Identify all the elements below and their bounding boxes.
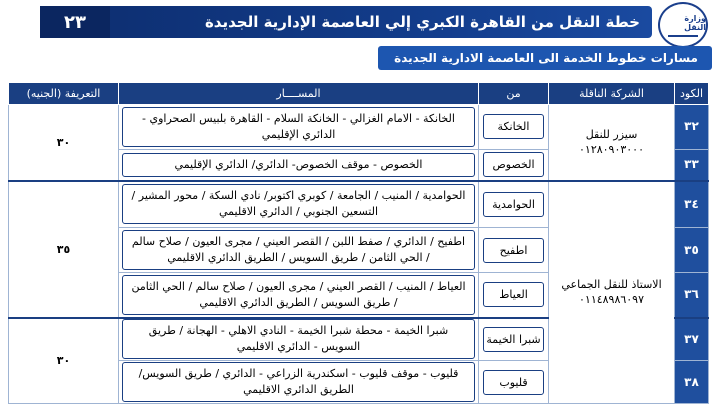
company-cell: [549, 105, 675, 181]
company-name: الاستاذ للنقل الجماعي: [561, 278, 662, 292]
from-label: اطفيح: [483, 238, 544, 263]
route-code: ٣٧: [675, 318, 709, 361]
company-cell: [549, 181, 675, 404]
page-number: ٢٣: [40, 6, 110, 38]
from-cell: [479, 181, 549, 228]
route-cell: [119, 181, 479, 228]
from-label: قليوب: [483, 370, 544, 395]
route-text: الخانكة - الامام الغزالي - الخانكة السلام - القاهرة بلبيس الصحراوي - الدائري الإقليمي: [122, 107, 475, 147]
col-header-route: المســــار: [119, 83, 479, 105]
fare-cell: ٣٠: [9, 105, 119, 181]
col-header-company: الشركة الناقلة: [549, 83, 675, 105]
logo-text: وزارة النقل: [684, 13, 706, 32]
route-cell: [119, 318, 479, 361]
from-cell: [479, 361, 549, 404]
route-cell: [119, 361, 479, 404]
route-cell: [119, 273, 479, 318]
route-text: شبرا الخيمة - محطة شبرا الخيمة - النادي الاهلي - الهجانة / طريق السويس - الدائري الاقليمي: [122, 319, 475, 359]
table-header-row: [9, 83, 709, 105]
route-code: ٣٨: [675, 361, 709, 404]
route-text: الحوامدية / المنيب / الجامعة / كوبري اكتوبر/ نادي السكة / محور المشير / التسعين الجنوبي / الدائري الاقليمي: [122, 184, 475, 224]
from-cell: [479, 273, 549, 318]
route-cell: [119, 105, 479, 150]
table-row: [9, 105, 709, 150]
route-text: الخصوص - موقف الخصوص- الدائري/ الدائري الإقليمي: [122, 153, 475, 177]
route-text: اطفيح / الدائري / صفط اللبن / القصر العيني / مجرى العيون / صلاح سالم / الحي الثامن / طريق السويس / الطريق الدائري الاقليمي: [122, 230, 475, 270]
route-text: قليوب - موقف قليوب - اسكندرية الزراعي - الدائري / طريق السويس/ الطريق الدائري الاقليمي: [122, 362, 475, 402]
route-cell: [119, 228, 479, 273]
from-label: الحوامدية: [483, 192, 544, 217]
fare-cell: ٣٠: [9, 318, 119, 404]
col-header-code: الكود: [675, 83, 709, 105]
logo-line: [668, 35, 698, 37]
col-header-from: من: [479, 83, 549, 105]
from-label: الخصوص: [483, 152, 544, 177]
routes-table: [8, 82, 709, 404]
from-cell: [479, 318, 549, 361]
company-phone: ٠١٢٨٠٩٠٣٠٠٠: [579, 143, 644, 157]
from-label: العياط: [483, 282, 544, 307]
route-text: العياط / المنيب / القصر العيني / مجرى العيون / صلاح سالم / الحي الثامن / طريق السويس / الطريق الدائري الاقليمي: [122, 275, 475, 315]
from-label: شبرا الخيمة: [483, 327, 544, 352]
col-header-fare: التعريفة (الجنيه): [9, 83, 119, 105]
fare-cell: ٣٥: [9, 181, 119, 318]
company-phone: ٠١١٤٨٩٨٦٠٩٧: [579, 293, 644, 307]
route-code: ٣٤: [675, 181, 709, 228]
page-title: خطة النقل من القاهرة الكبري إلي العاصمة الإدارية الجديدة: [204, 13, 640, 31]
from-label: الخانكة: [483, 114, 544, 139]
route-code: ٣٦: [675, 273, 709, 318]
route-code: ٣٢: [675, 105, 709, 150]
ministry-logo: [658, 2, 708, 48]
from-cell: [479, 228, 549, 273]
company-name: سيزر للنقل: [585, 128, 638, 142]
from-cell: [479, 105, 549, 150]
route-cell: [119, 149, 479, 180]
route-code: ٣٣: [675, 149, 709, 180]
from-cell: [479, 149, 549, 180]
route-code: ٣٥: [675, 228, 709, 273]
section-subtitle: مسارات خطوط الخدمة الى العاصمة الادارية الجديدة: [378, 46, 712, 70]
table-row: [9, 181, 709, 228]
